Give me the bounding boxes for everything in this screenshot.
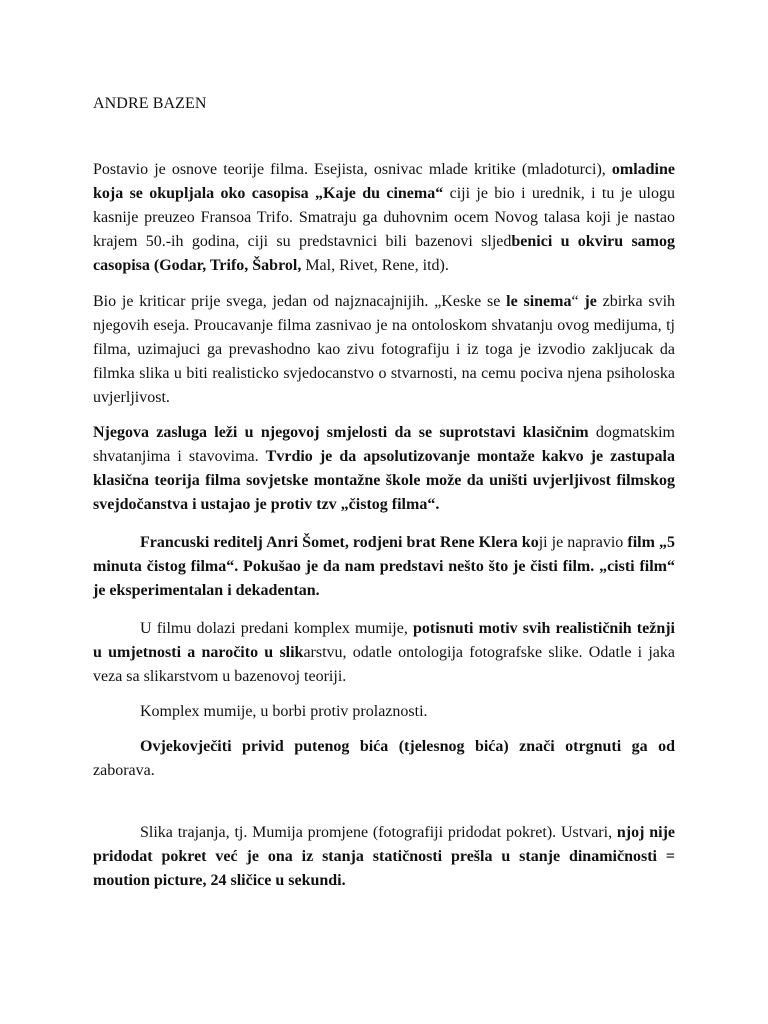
text-run: “ [571, 293, 585, 310]
bold-text-run: Tvrdio je da apsolutizovanje montaže kakvo je zastupala klasična teorija filma sovjetske montažne škole može da uništi uvjerljivost filmskog svejdočanstva i ustajao je protiv tzv „čistog filma“. [93, 448, 675, 513]
paragraph-7 [93, 735, 675, 783]
text-run: Slika trajanja, tj. Mumija promjene (fotografiji pridodat pokret). Ustvari, [140, 824, 617, 841]
bold-text-run: potisnuti motiv svih realističnih težnji u umjetnosti a naročito u slik [93, 620, 675, 661]
text-run: Komplex mumije, u borbi protiv prolaznosti. [140, 703, 428, 720]
text-run: Postavio je osnove teorije filma. Esejista, osnivac mlade kritike (mladoturci), [93, 161, 612, 178]
bold-text-run: je [584, 293, 597, 310]
text-run: arstvu, odatle ontologija fotografske slike. Odatle i jaka veza sa slikarstvom u bazenovoj teoriji. [93, 644, 675, 685]
bold-text-run: le sinema [506, 293, 572, 310]
text-run: Mal, Rivet, Rene, itd). [301, 257, 449, 274]
bold-text-run: Francuski reditelj Anri Šomet, rodjeni brat Rene Klera ko [140, 534, 539, 551]
paragraph-4 [93, 531, 675, 603]
text-run: ciji je bio i urednik, i tu je ulogu kasnije preuzeo Fransoa Trifo. Smatraju ga duhovnim ocem Novog talasa koji je nastao krajem 50.-ih godina, ciji su predstavnici bili bazenovi sljed [93, 185, 676, 250]
bold-text-run: Njegova zasluga leži u njegovoj smjelosti da se suprotstavi klasičnim [93, 424, 589, 441]
paragraph-3 [93, 421, 675, 517]
text-run: ji je napravio [538, 534, 628, 551]
paragraph-1 [93, 158, 675, 278]
paragraph-2 [93, 290, 675, 410]
text-run: U filmu dolazi predani komplex mumije, [140, 620, 413, 637]
text-run: Bio je kriticar prije svega, jedan od najznacajnijih. „Keske se [93, 293, 507, 310]
bold-text-run: Ovjekovječiti privid putenog bića (tjelesnog bića) znači otrgnuti ga od [140, 738, 675, 755]
text-run: zbirka svih njegovih eseja. Proucavanje filma zasnivao je na ontoloskom shvatanju ovog medijuma, tj filma, uzimajuci ga prevashodno kao zivu fotografiju i iz toga je izvodio zakljucak da filmka slika u biti realisticko svjedocanstvo o stvarnosti, na cemu pociva njena psiholoska uvjerljivost. [93, 293, 676, 406]
document-title: ANDRE BAZEN [93, 95, 207, 112]
text-run: zaborava. [93, 762, 155, 779]
text-run: dogmatskim shvatanjima i stavovima. [93, 424, 675, 465]
bold-text-run: benici u okviru samog casopisa (Godar, Trifo, Šabrol, [93, 233, 676, 274]
document-body [93, 158, 675, 893]
paragraph-8 [93, 821, 675, 893]
bold-text-run: omladine koja se okupljala oko casopisa „Kaje du cinema“ [93, 161, 675, 202]
bold-text-run: film „5 minuta čistog filma“. Pokušao je da nam predstavi nešto što je čisti film. „cisti film“ je eksperimentalan i dekadentan. [93, 534, 676, 599]
paragraph-5 [93, 617, 675, 689]
paragraph-6 [93, 700, 675, 724]
bold-text-run: njoj nije pridodat pokret već je ona iz stanja statičnosti prešla u stanje dinamičnosti = moution picture, 24 sličice u sekundi. [93, 824, 676, 889]
